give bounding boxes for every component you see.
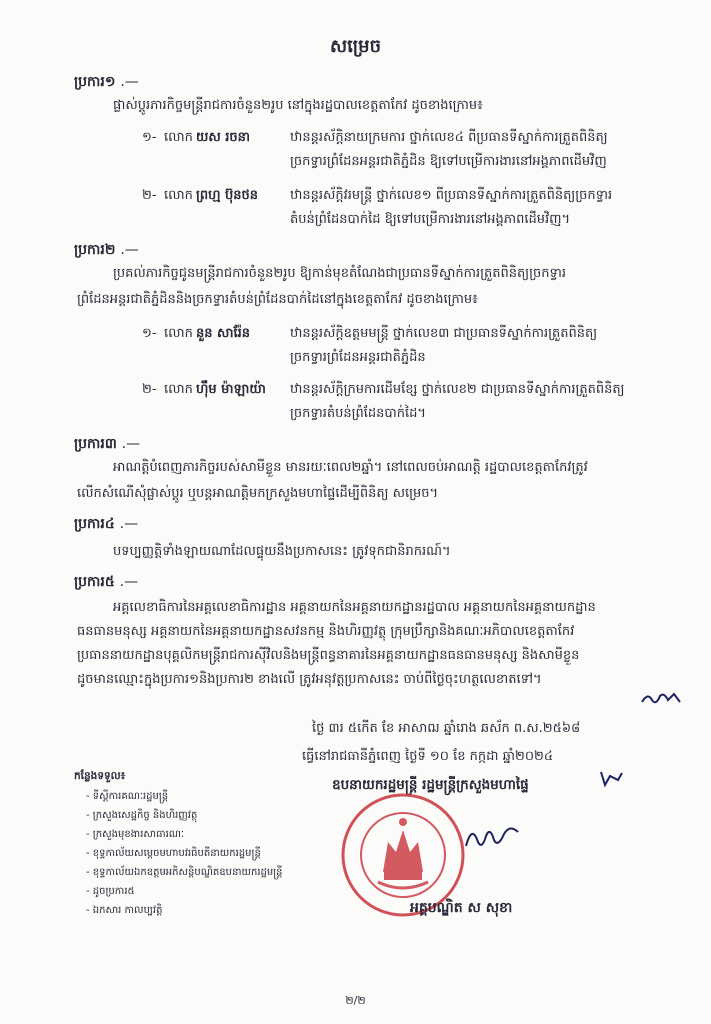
entry-line: ឋានន្តរស័ក្តិក្រមការដើមខ្សែ ថ្នាក់លេខ២ ជាប្រធានទីស្នាក់ការត្រួតពិនិត្យ [290, 382, 625, 397]
article-4-heading [74, 514, 138, 535]
document-title: សម្រេច [329, 36, 382, 57]
entry-name: ព្រហ្ម ប៊ុនថន [196, 188, 259, 203]
article-heading-dash: .— [120, 74, 139, 90]
article-heading-dash: .— [120, 242, 139, 258]
recipient-item: - ក្រសួងមុខងារសាធារណៈ [86, 829, 185, 840]
article-heading-dash: .— [119, 574, 139, 590]
article-2-line: ព្រំដែនអន្តរជាតិភ្នំដិននិងច្រកទ្វារតំបន់ព្រំដែនបាក់ដៃនៅក្នុងខេត្តតាកែវ ដូចខាងក្រោម៖ [77, 292, 478, 307]
handwritten-mark [640, 690, 682, 706]
recipient-item: - ក្រសួងសេដ្ឋកិច្ច និងហិរញ្ញវត្ថុ [86, 810, 198, 821]
handwritten-initial [598, 768, 624, 788]
article-5-line: ប្រធាននាយកដ្ឋានបុគ្គលិកមន្ត្រីរាជការស៊ីវិលនិងមន្ត្រីពន្ធនាគារនៃអគ្គនាយកដ្ឋានធនធានមនុស្ស និងសាមីខ្លួន [77, 648, 580, 663]
entry-line: ច្រកទ្វារព្រំដែនអន្តរជាតិភ្នំដិន ឱ្យទៅបម្រើការងារនៅអង្គភាពដើមវិញ [290, 154, 607, 169]
entry-title: លោក [164, 326, 193, 341]
article-1-intro: ផ្លាស់ប្ដូរភារកិច្ចមន្ត្រីរាជការចំនួន២រូប នៅក្នុងរដ្ឋបាលខេត្តតាកែវ ដូចខាងក្រោម៖ [113, 98, 483, 113]
entry-name: យស រចនា [196, 130, 251, 145]
article-5-line: ដូចមានឈ្មោះក្នុងប្រការ១និងប្រការ២ ខាងលើ ត្រូវអនុវត្តប្រកាសនេះ ចាប់ពីថ្ងៃចុះហត្ថលេខាតទៅ។ [77, 672, 542, 687]
entry-title: លោក [164, 130, 193, 145]
article-5-line: ធនធានមនុស្ស អគ្គនាយកនៃអគ្គនាយកដ្ឋានសវនកម្ម និងហិរញ្ញវត្ថុ ក្រុមប្រឹក្សានិងគណៈអភិបាលខេត្តតាកែវ [77, 624, 575, 639]
article-heading-label: ប្រការ១ [74, 74, 116, 90]
handwritten-signature [462, 820, 522, 854]
entry-number: ១- [142, 130, 157, 145]
entry-title: លោក [164, 188, 193, 203]
entry-line: តំបន់ព្រំដែនបាក់ដៃ ឱ្យទៅបម្រើការងារនៅអង្គភាពដើមវិញ។ [290, 212, 571, 227]
entry-title: លោក [164, 382, 193, 397]
article-5-heading [74, 572, 138, 593]
article-3-line: អាណត្តិបំពេញភារកិច្ចរបស់សាមីខ្លួន មានរយៈពេល២ឆ្នាំ។ នៅពេលចប់អាណត្តិ រដ្ឋបាលខេត្តតាកែវត្រូវ [113, 460, 588, 475]
article-1-heading [74, 72, 139, 93]
article-2-heading [74, 240, 139, 261]
entry-line: ឋានន្តរស័ក្តិឧត្តមមន្ត្រី ថ្នាក់លេខ៣ ជាប្រធានទីស្នាក់ការត្រួតពិនិត្យ [290, 326, 598, 341]
recipient-item: - ខុទ្ទកាល័យសម្ដេចមហាបវរធិបតីនាយករដ្ឋមន្ត្រី [86, 848, 261, 859]
entry-name: នួន សារ៉ែន [196, 326, 251, 341]
recipients-title: កន្លែងទទួល៖ [74, 770, 126, 782]
article-heading-label: ប្រការ៤ [74, 516, 115, 532]
entry-line: ឋានន្តរស័ក្តិវរមន្ត្រី ថ្នាក់លេខ១ ពីប្រធានទីស្នាក់ការត្រួតពិនិត្យច្រកទ្វារ [290, 188, 613, 203]
entry-number: ១- [142, 326, 157, 341]
article-heading-label: ប្រការ២ [74, 242, 116, 258]
recipient-item: - ដូចប្រការ៥ [86, 886, 135, 897]
article-heading-dash: .— [119, 516, 139, 532]
article-heading-label: ប្រការ៥ [74, 574, 115, 590]
page-number: ២/២ [345, 994, 366, 1007]
recipient-item: - ទីស្តីការគណៈរដ្ឋមន្ត្រី [86, 791, 169, 802]
article-5-line: អគ្គលេខាធិការនៃអគ្គលេខាធិការដ្ឋាន អគ្គនាយកនៃអគ្គនាយកដ្ឋានរដ្ឋបាល អគ្គនាយកនៃអគ្គនាយកដ្ឋាន [113, 600, 596, 615]
recipient-item: - ឯកសារ កាលប្បវត្តិ [86, 905, 163, 916]
article-3-heading [74, 434, 140, 455]
entry-line: ច្រកទ្វារព្រំដែនអន្តរជាតិភ្នំដិន [290, 350, 426, 365]
solar-date: ធ្វើនៅរាជធានីភ្នំពេញ ថ្ងៃទី ១០ ខែ កក្កដា ឆ្នាំ២០២៤ [302, 749, 554, 764]
entry-number: ២- [142, 188, 157, 203]
article-2-line: ប្រគល់ភារកិច្ចជូនមន្ត្រីរាជការចំនួន២រូប ឱ្យកាន់មុខតំណែងជាប្រធានទីស្នាក់ការត្រួតពិនិត្យច្រកទ្វារ [113, 266, 567, 281]
entry-number: ២- [142, 382, 157, 397]
article-4-line: បទប្បញ្ញត្តិទាំងឡាយណាដែលផ្ទុយនឹងប្រកាសនេះ ត្រូវទុកជានិរាករណ៍។ [113, 544, 451, 559]
entry-line: ឋានន្តរស័ក្តិនាយក្រមការ ថ្នាក់លេខ៤ ពីប្រធានទីស្នាក់ការត្រួតពិនិត្យ [290, 130, 608, 145]
entry-name: ហ៊ឹម ម៉ាឡាយ៉ា [196, 382, 266, 397]
signatory-position: ឧបនាយករដ្ឋមន្ត្រី រដ្ឋមន្ត្រីក្រសួងមហាផ្ទៃ [332, 777, 529, 793]
article-3-line: លើកសំណើសុំផ្លាស់ប្ដូរ ឬបន្តអាណត្តិមកក្រសួងមហាផ្ទៃដើម្បីពិនិត្យ សម្រេច។ [77, 486, 439, 501]
article-heading-dash: .— [121, 436, 141, 452]
recipient-item: - ខុទ្ទកាល័យឯកឧត្តមអភិសន្តិបណ្ឌិតឧបនាយករដ្ឋមន្ត្រី [86, 867, 283, 878]
entry-line: ច្រកទ្វារតំបន់ព្រំដែនបាក់ដៃ។ [290, 406, 426, 421]
article-heading-label: ប្រការ៣ [74, 436, 117, 452]
lunar-date: ថ្ងៃ ៣រ ៥កើត ខែ អាសាឍ ឆ្នាំរោង ឆស័ក ព.ស.២៥៦៨ [312, 721, 581, 736]
signatory-name: អគ្គបណ្ឌិត ស សុខា [410, 900, 513, 916]
